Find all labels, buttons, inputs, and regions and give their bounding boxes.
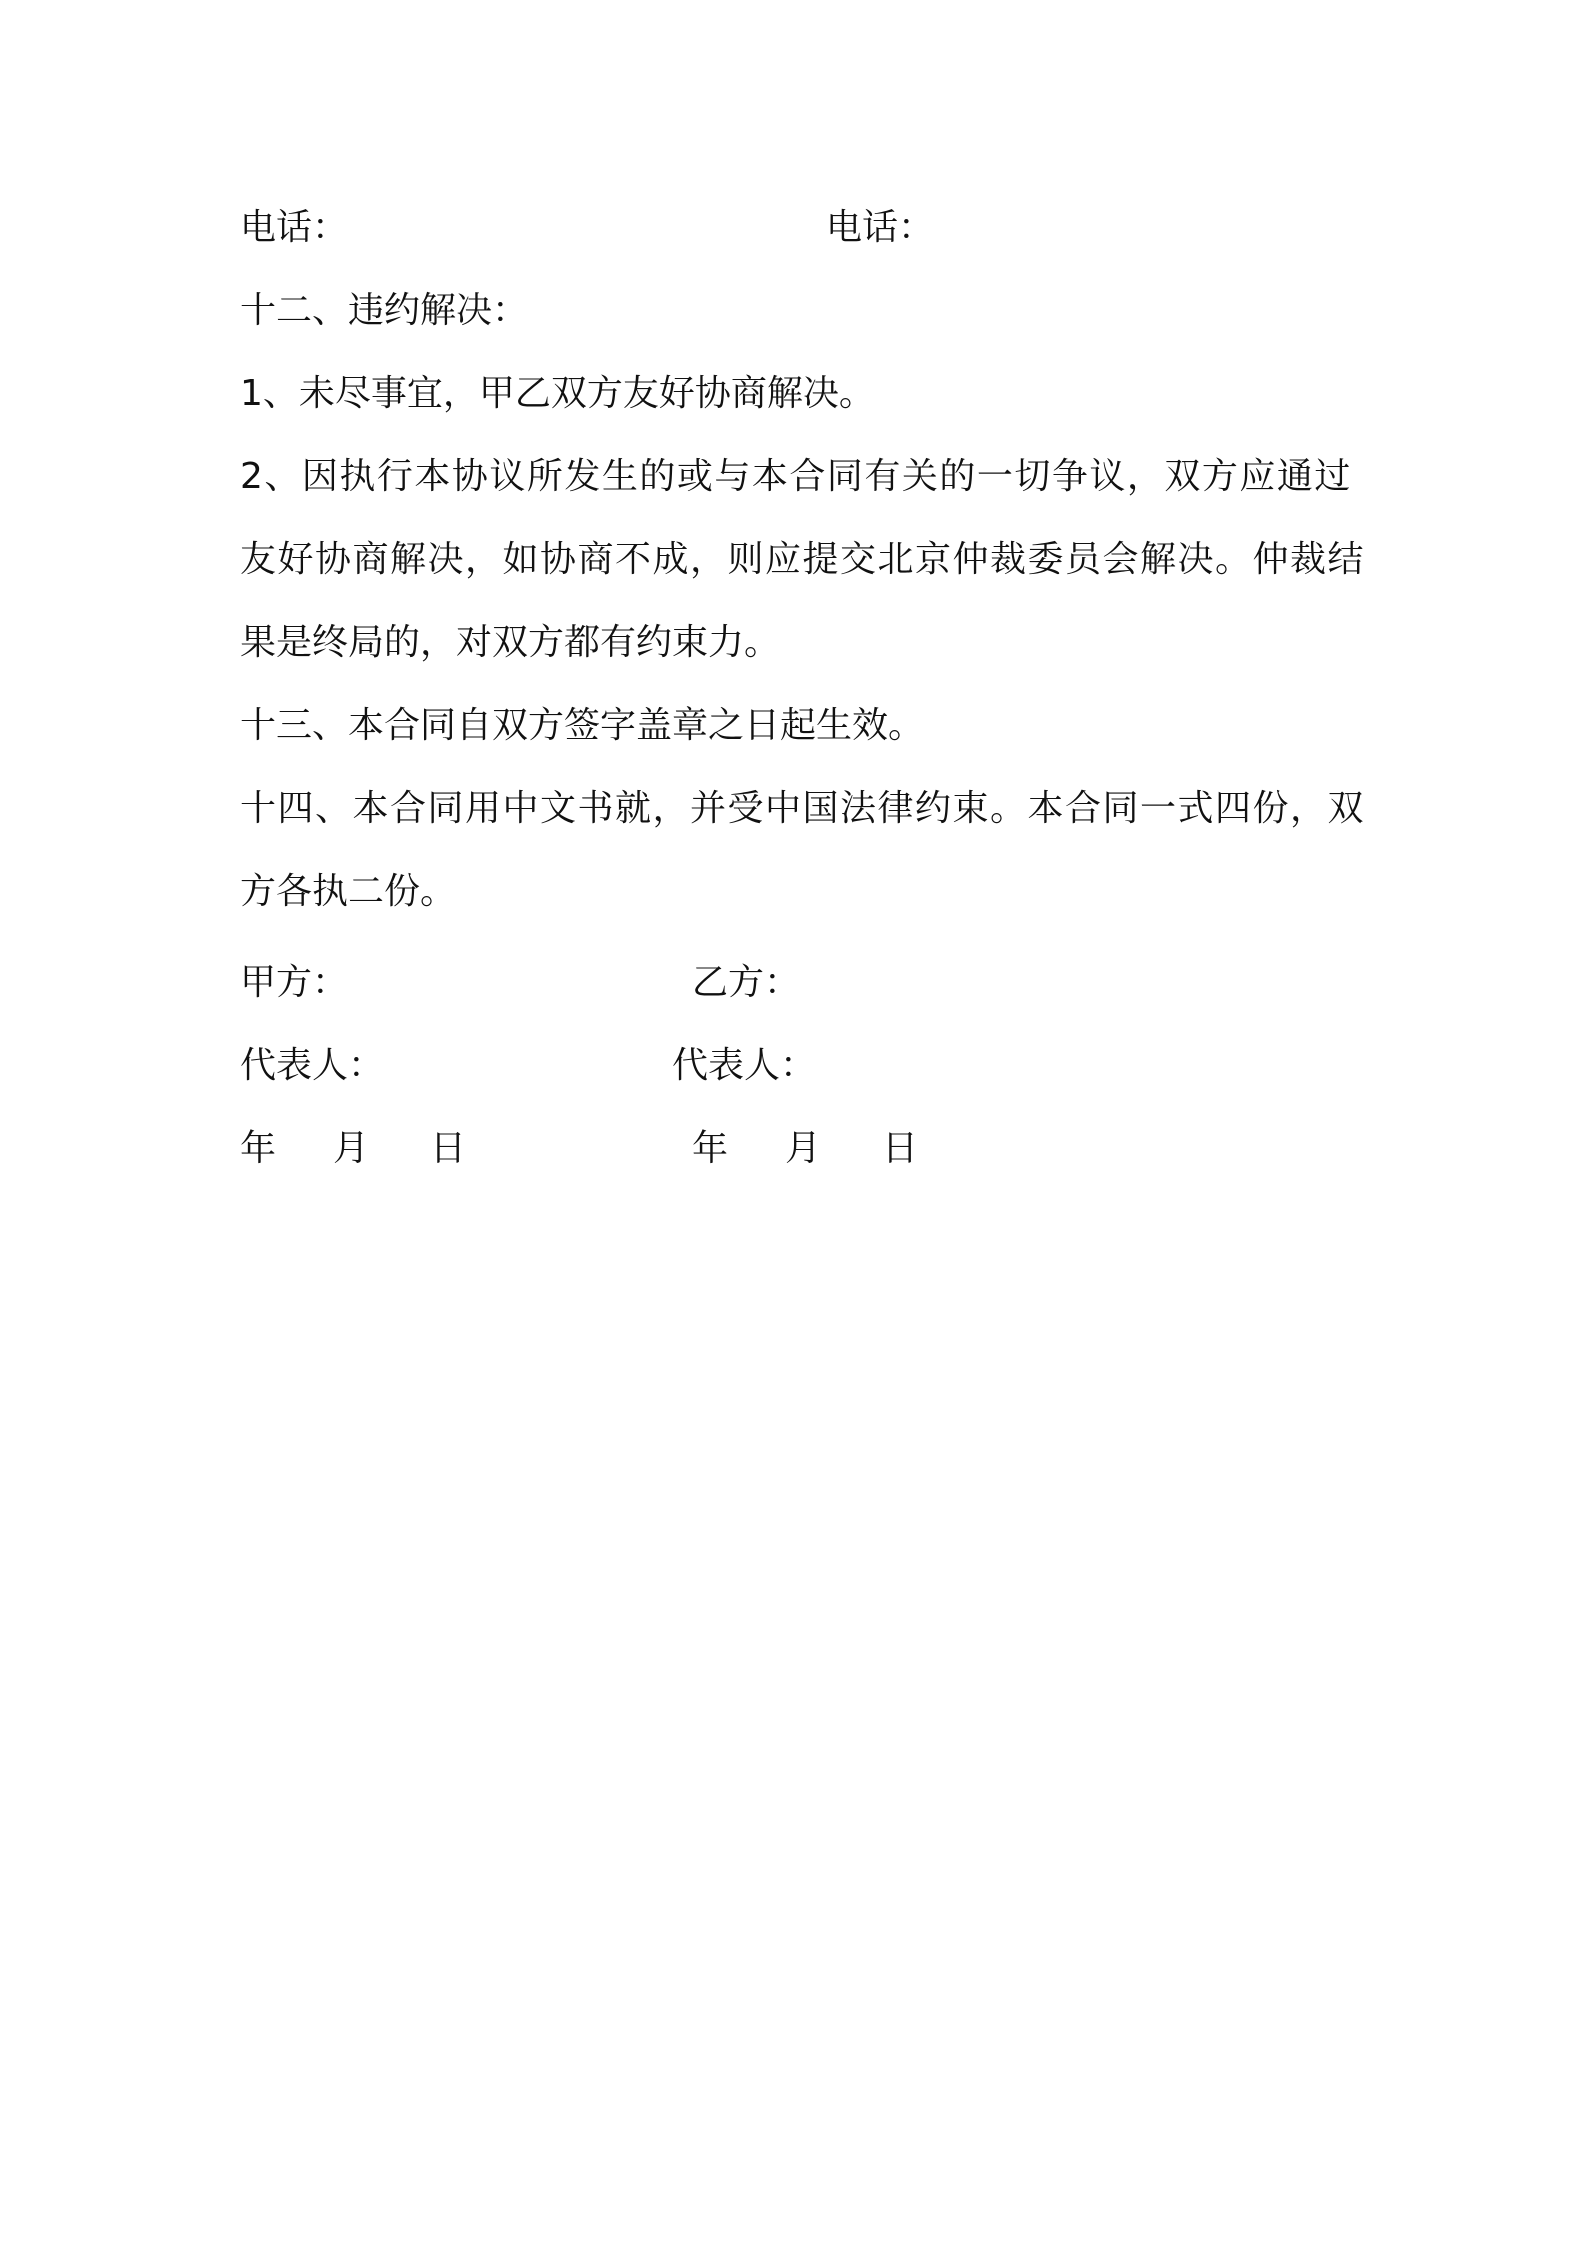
party-b-date-year: 年 bbox=[692, 1128, 729, 1169]
party-a-label: 甲方： bbox=[240, 962, 349, 1003]
section-12-item-2-line-1: 2、因执行本协议所发生的或与本合同有关的一切争议，双方应通过 bbox=[240, 456, 1352, 497]
party-a-representative-label: 代表人： bbox=[240, 1045, 385, 1086]
party-a-date-day: 日 bbox=[430, 1128, 467, 1169]
party-b-label: 乙方： bbox=[692, 962, 801, 1003]
section-12-item-2-line-2: 友好协商解决，如协商不成，则应提交北京仲裁委员会解决。仲裁结 bbox=[240, 539, 1366, 580]
section-12-heading: 十二、违约解决： bbox=[240, 290, 529, 331]
party-b-representative-label: 代表人： bbox=[672, 1045, 817, 1086]
party-b-date-month: 月 bbox=[785, 1128, 822, 1169]
party-a-date-month: 月 bbox=[333, 1128, 370, 1169]
party-b-phone-label: 电话： bbox=[826, 207, 935, 248]
section-13: 十三、本合同自双方签字盖章之日起生效。 bbox=[240, 705, 925, 746]
party-a-date-year: 年 bbox=[240, 1128, 277, 1169]
party-a-phone-label: 电话： bbox=[240, 207, 349, 248]
party-b-date-day: 日 bbox=[882, 1128, 919, 1169]
section-12-item-1: 1、未尽事宜，甲乙双方友好协商解决。 bbox=[240, 373, 875, 414]
section-14-line-1: 十四、本合同用中文书就，并受中国法律约束。本合同一式四份，双 bbox=[240, 788, 1366, 829]
section-12-item-2-line-3: 果是终局的，对双方都有约束力。 bbox=[240, 622, 781, 663]
section-14-line-2: 方各执二份。 bbox=[240, 871, 457, 912]
